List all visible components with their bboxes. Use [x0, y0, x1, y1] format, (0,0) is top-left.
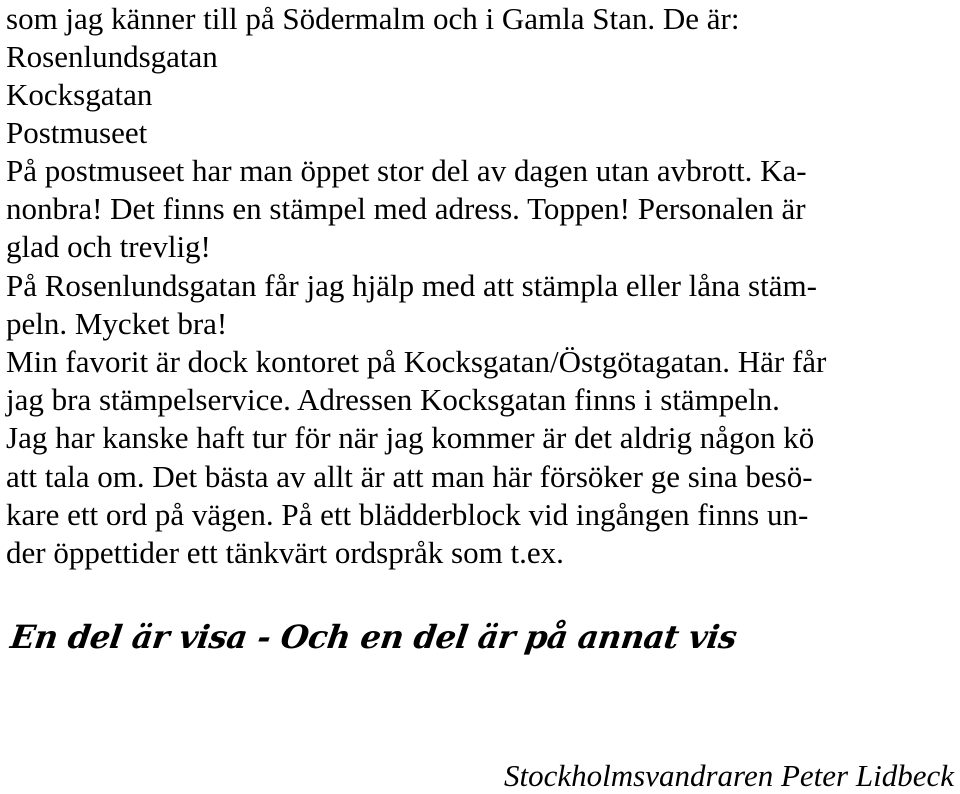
body-line: att tala om. Det bästa av allt är att man här försöker ge sina besö-	[6, 459, 813, 494]
body-line: På postmuseet har man öppet stor del av dagen utan avbrott. Ka-	[6, 153, 807, 188]
signature: Stockholmsvandraren Peter Lidbeck	[504, 758, 954, 793]
body-line: der öppettider ett tänkvärt ordspråk som t.ex.	[6, 535, 564, 570]
body-line: Min favorit är dock kontoret på Kocksgatan/Östgötagatan. Här får	[6, 344, 827, 379]
body-line: Postmuseet	[6, 115, 148, 150]
body-line: nonbra! Det finns en stämpel med adress. Toppen! Personalen är	[6, 191, 806, 226]
proverb-quote: En del är visa - Och en del är på annat vis	[8, 618, 739, 656]
body-line: På Rosenlundsgatan får jag hjälp med att stämpla eller låna stäm-	[6, 268, 817, 303]
body-line: jag bra stämpelservice. Adressen Kocksgatan finns i stämpeln.	[6, 382, 780, 417]
body-line: Kocksgatan	[6, 77, 153, 112]
body-line: kare ett ord på vägen. På ett blädderblock vid ingången finns un-	[6, 497, 809, 532]
body-line: Rosenlundsgatan	[6, 39, 218, 74]
body-line: glad och trevlig!	[6, 229, 211, 264]
body-line: som jag känner till på Södermalm och i Gamla Stan. De är:	[6, 1, 740, 36]
body-line: peln. Mycket bra!	[6, 306, 228, 341]
body-line: Jag har kanske haft tur för när jag kommer är det aldrig någon kö	[6, 420, 815, 455]
